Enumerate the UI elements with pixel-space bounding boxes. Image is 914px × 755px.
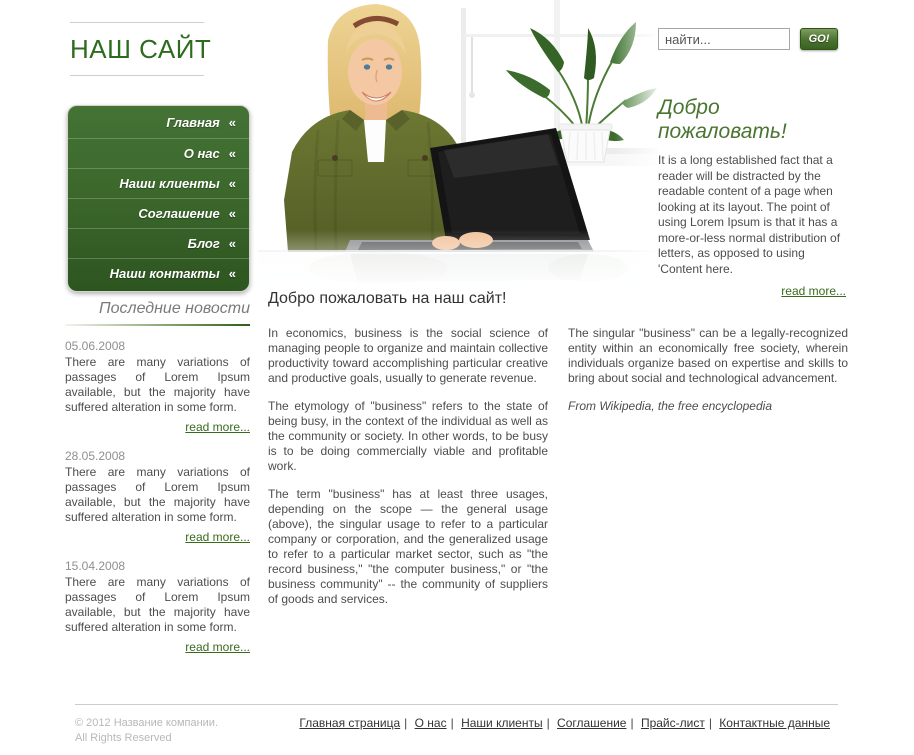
site-logo-text: НАШ САЙТ bbox=[70, 34, 212, 64]
site-logo bbox=[70, 22, 212, 76]
double-arrow-icon: « bbox=[228, 176, 236, 191]
double-arrow-icon: « bbox=[228, 115, 236, 130]
news-divider bbox=[65, 324, 250, 326]
menu-item-label: Наши клиенты bbox=[119, 176, 220, 191]
footer-link-separator: | bbox=[708, 716, 712, 730]
column-2-paragraphs bbox=[568, 326, 848, 386]
main-content bbox=[268, 290, 848, 620]
right-column bbox=[658, 0, 846, 300]
footer-link-separator: | bbox=[546, 716, 550, 730]
hero-photo-illustration bbox=[258, 0, 658, 293]
content-columns bbox=[268, 326, 848, 620]
latest-news-heading: Последние новости bbox=[99, 300, 250, 317]
news-read-more-link[interactable]: read more... bbox=[185, 640, 250, 654]
footer-link-separator: | bbox=[450, 716, 454, 730]
footer-link[interactable]: Соглашение bbox=[557, 716, 627, 730]
news-text: There are many variations of passages of Lorem Ipsum available, but the majority have suffered alteration in some form. bbox=[65, 575, 250, 634]
footer-link[interactable]: Наши клиенты bbox=[461, 716, 543, 730]
news-read-more-link[interactable]: read more... bbox=[185, 530, 250, 544]
welcome-text: It is a long established fact that a reader will be distracted by the readable content of a page when looking at its layout. The point of using Lorem Ipsum is that it has a more-or-less normal distribution of letters, as opposed to using 'Content here. bbox=[658, 153, 841, 276]
sidebar-menu-item[interactable] bbox=[68, 228, 249, 258]
footer-link-separator: | bbox=[404, 716, 408, 730]
latest-news-section bbox=[65, 300, 250, 656]
sidebar-menu bbox=[67, 105, 250, 292]
news-item bbox=[65, 449, 250, 546]
content-column-1 bbox=[268, 326, 548, 620]
menu-item-label: Наши контакты bbox=[109, 266, 220, 281]
sidebar-menu-item[interactable] bbox=[68, 168, 249, 198]
paragraph: The etymology of "business" refers to the state of being busy, in the context of the individual as well as the community or society. In other words, to be busy is to be doing commercially viable and profitable work. bbox=[268, 399, 548, 473]
footer-link-separator: | bbox=[630, 716, 634, 730]
page-title: Добро пожаловать на наш сайт! bbox=[268, 290, 507, 307]
paragraph: The singular "business" can be a legally-recognized entity within an economically free society, wherein individuals organize based on expertise and skills to bring about social and technological advancement. bbox=[568, 326, 848, 385]
sidebar-menu-item[interactable] bbox=[68, 198, 249, 228]
wikipedia-source-note: From Wikipedia, the free encyclopedia bbox=[568, 399, 772, 413]
sidebar-menu-item[interactable] bbox=[68, 138, 249, 168]
footer-link-wrap bbox=[461, 716, 554, 730]
footer-link-wrap bbox=[299, 716, 411, 730]
double-arrow-icon: « bbox=[228, 146, 236, 161]
sidebar-menu-item[interactable] bbox=[68, 258, 249, 288]
news-read-more-link[interactable]: read more... bbox=[185, 420, 250, 434]
search-bar bbox=[658, 28, 846, 50]
footer-link-wrap bbox=[719, 716, 838, 730]
content-column-2 bbox=[568, 326, 848, 620]
news-text: There are many variations of passages of Lorem Ipsum available, but the majority have suffered alteration in some form. bbox=[65, 355, 250, 414]
footer-link-wrap bbox=[641, 716, 716, 730]
footer-link[interactable]: Главная страница bbox=[299, 716, 401, 730]
hero-photo bbox=[258, 0, 658, 293]
copyright-line1: © 2012 Название компании. bbox=[75, 717, 219, 729]
double-arrow-icon: « bbox=[228, 206, 236, 221]
copyright bbox=[75, 716, 218, 746]
search-go-button[interactable]: GO! bbox=[800, 28, 838, 50]
news-date: 05.06.2008 bbox=[65, 339, 126, 353]
menu-item-label: Блог bbox=[187, 236, 220, 251]
welcome-heading: Добро пожаловать! bbox=[658, 96, 787, 143]
footer-link[interactable]: Прайс-лист bbox=[640, 716, 705, 730]
paragraph: In economics, business is the social science of managing people to organize and maintain collective productivity toward accomplishing particular creative and productive goals, usually to generate revenue. bbox=[268, 326, 548, 385]
paragraph: The term "business" has at least three usages, depending on the scope — the general usage (above), the singular usage to refer to a particular company or corporation, and the generalized usage to refer to a particular market sector, such as "the record business," "the computer business," or "the business community" -- the community of suppliers of goods and services. bbox=[268, 487, 548, 606]
menu-item-label: Главная bbox=[166, 115, 220, 130]
copyright-line2: All Rights Reserved bbox=[75, 732, 172, 744]
menu-item-label: Соглашение bbox=[138, 206, 220, 221]
double-arrow-icon: « bbox=[228, 266, 236, 281]
footer-link[interactable]: Контактные данные bbox=[719, 716, 830, 730]
welcome-read-more-link[interactable]: read more... bbox=[781, 284, 846, 298]
news-text: There are many variations of passages of Lorem Ipsum available, but the majority have suffered alteration in some form. bbox=[65, 465, 250, 524]
news-item bbox=[65, 339, 250, 436]
double-arrow-icon: « bbox=[228, 236, 236, 251]
search-input[interactable] bbox=[658, 28, 790, 50]
footer-link-wrap bbox=[415, 716, 458, 730]
news-list bbox=[65, 339, 250, 656]
news-item bbox=[65, 559, 250, 656]
sidebar-menu-item[interactable] bbox=[68, 108, 249, 138]
news-date: 28.05.2008 bbox=[65, 449, 126, 463]
footer-links bbox=[299, 716, 838, 746]
news-date: 15.04.2008 bbox=[65, 559, 126, 573]
footer-link[interactable]: О нас bbox=[414, 716, 447, 730]
footer bbox=[75, 704, 838, 746]
footer-link-wrap bbox=[557, 716, 638, 730]
menu-item-label: О нас bbox=[183, 146, 220, 161]
